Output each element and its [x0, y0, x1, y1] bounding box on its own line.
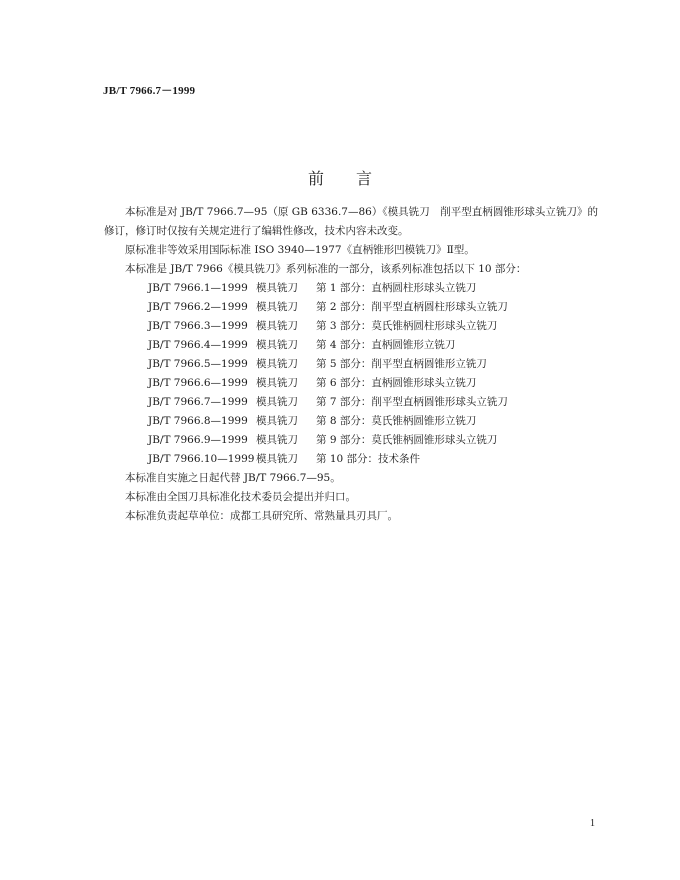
- part-description: 第 10 部分：技术条件: [316, 453, 421, 465]
- standard-name: 模具铣刀: [256, 396, 298, 408]
- paragraph-drafting-units: 本标准负责起草单位：成都工具研究所、常熟量具刃具厂。: [125, 510, 398, 522]
- standard-number: JB/T 7966.5—1999: [148, 358, 248, 370]
- list-item: [104, 336, 598, 355]
- standard-name: 模具铣刀: [256, 377, 298, 389]
- list-item: [104, 412, 598, 431]
- part-description: 第 9 部分：莫氏锥柄圆锥形球头立铣刀: [316, 434, 498, 446]
- standard-name: 模具铣刀: [256, 282, 298, 294]
- standard-number: JB/T 7966.8—1999: [148, 415, 248, 427]
- standard-code-header: JB/T 7966.7－1999: [103, 85, 196, 97]
- paragraph-replaces: 本标准自实施之日起代替 JB/T 7966.7—95。: [125, 472, 341, 484]
- standard-name: 模具铣刀: [256, 358, 298, 370]
- paragraph-series-intro: 本标准是 JB/T 7966《模具铣刀》系列标准的一部分，该系列标准包括以下 10 部分：: [125, 263, 527, 275]
- standard-name: 模具铣刀: [256, 339, 298, 351]
- part-description: 第 1 部分：直柄圆柱形球头立铣刀: [316, 282, 477, 294]
- list-item: [104, 317, 598, 336]
- standard-name: 模具铣刀: [256, 320, 298, 332]
- standard-number: JB/T 7966.9—1999: [148, 434, 248, 446]
- standard-name: 模具铣刀: [256, 453, 298, 465]
- document-body: [104, 203, 598, 526]
- list-item: [104, 393, 598, 412]
- standard-number: JB/T 7966.3—1999: [148, 320, 248, 332]
- part-description: 第 2 部分：削平型直柄圆柱形球头立铣刀: [316, 301, 508, 313]
- standard-name: 模具铣刀: [256, 415, 298, 427]
- part-description: 第 8 部分：莫氏锥柄圆锥形立铣刀: [316, 415, 477, 427]
- list-item: [104, 374, 598, 393]
- list-item: [104, 298, 598, 317]
- part-description: 第 7 部分：削平型直柄圆锥形球头立铣刀: [316, 396, 508, 408]
- standard-number: JB/T 7966.1—1999: [148, 282, 248, 294]
- standard-number: JB/T 7966.4—1999: [148, 339, 248, 351]
- part-description: 第 4 部分：直柄圆锥形立铣刀: [316, 339, 456, 351]
- paragraph-committee: 本标准由全国刀具标准化技术委员会提出并归口。: [125, 491, 356, 503]
- paragraph-iso-reference: 原标准非等效采用国际标准 ISO 3940—1977《直柄锥形凹模铣刀》Ⅱ型。: [125, 244, 475, 256]
- standard-name: 模具铣刀: [256, 301, 298, 313]
- part-description: 第 5 部分：削平型直柄圆锥形立铣刀: [316, 358, 487, 370]
- page-title: 前言: [307, 169, 404, 188]
- part-description: 第 6 部分：直柄圆锥形球头立铣刀: [316, 377, 477, 389]
- list-item: [104, 279, 598, 298]
- standard-number: JB/T 7966.7—1999: [148, 396, 248, 408]
- part-description: 第 3 部分：莫氏锥柄圆柱形球头立铣刀: [316, 320, 498, 332]
- standard-number: JB/T 7966.2—1999: [148, 301, 248, 313]
- page-number: 1: [590, 818, 595, 829]
- list-item: [104, 450, 598, 469]
- parts-list: [104, 279, 598, 469]
- paragraph-revision: 本标准是对 JB/T 7966.7—95（原 GB 6336.7—86）《模具铣刀 削平型直柄圆锥形球头立铣刀》的修订，修订时仅按有关规定进行了编辑性修改，技术内容未改变。: [104, 206, 598, 237]
- standard-number: JB/T 7966.10—1999: [148, 453, 255, 465]
- list-item: [104, 355, 598, 374]
- standard-name: 模具铣刀: [256, 434, 298, 446]
- list-item: [104, 431, 598, 450]
- standard-number: JB/T 7966.6—1999: [148, 377, 248, 389]
